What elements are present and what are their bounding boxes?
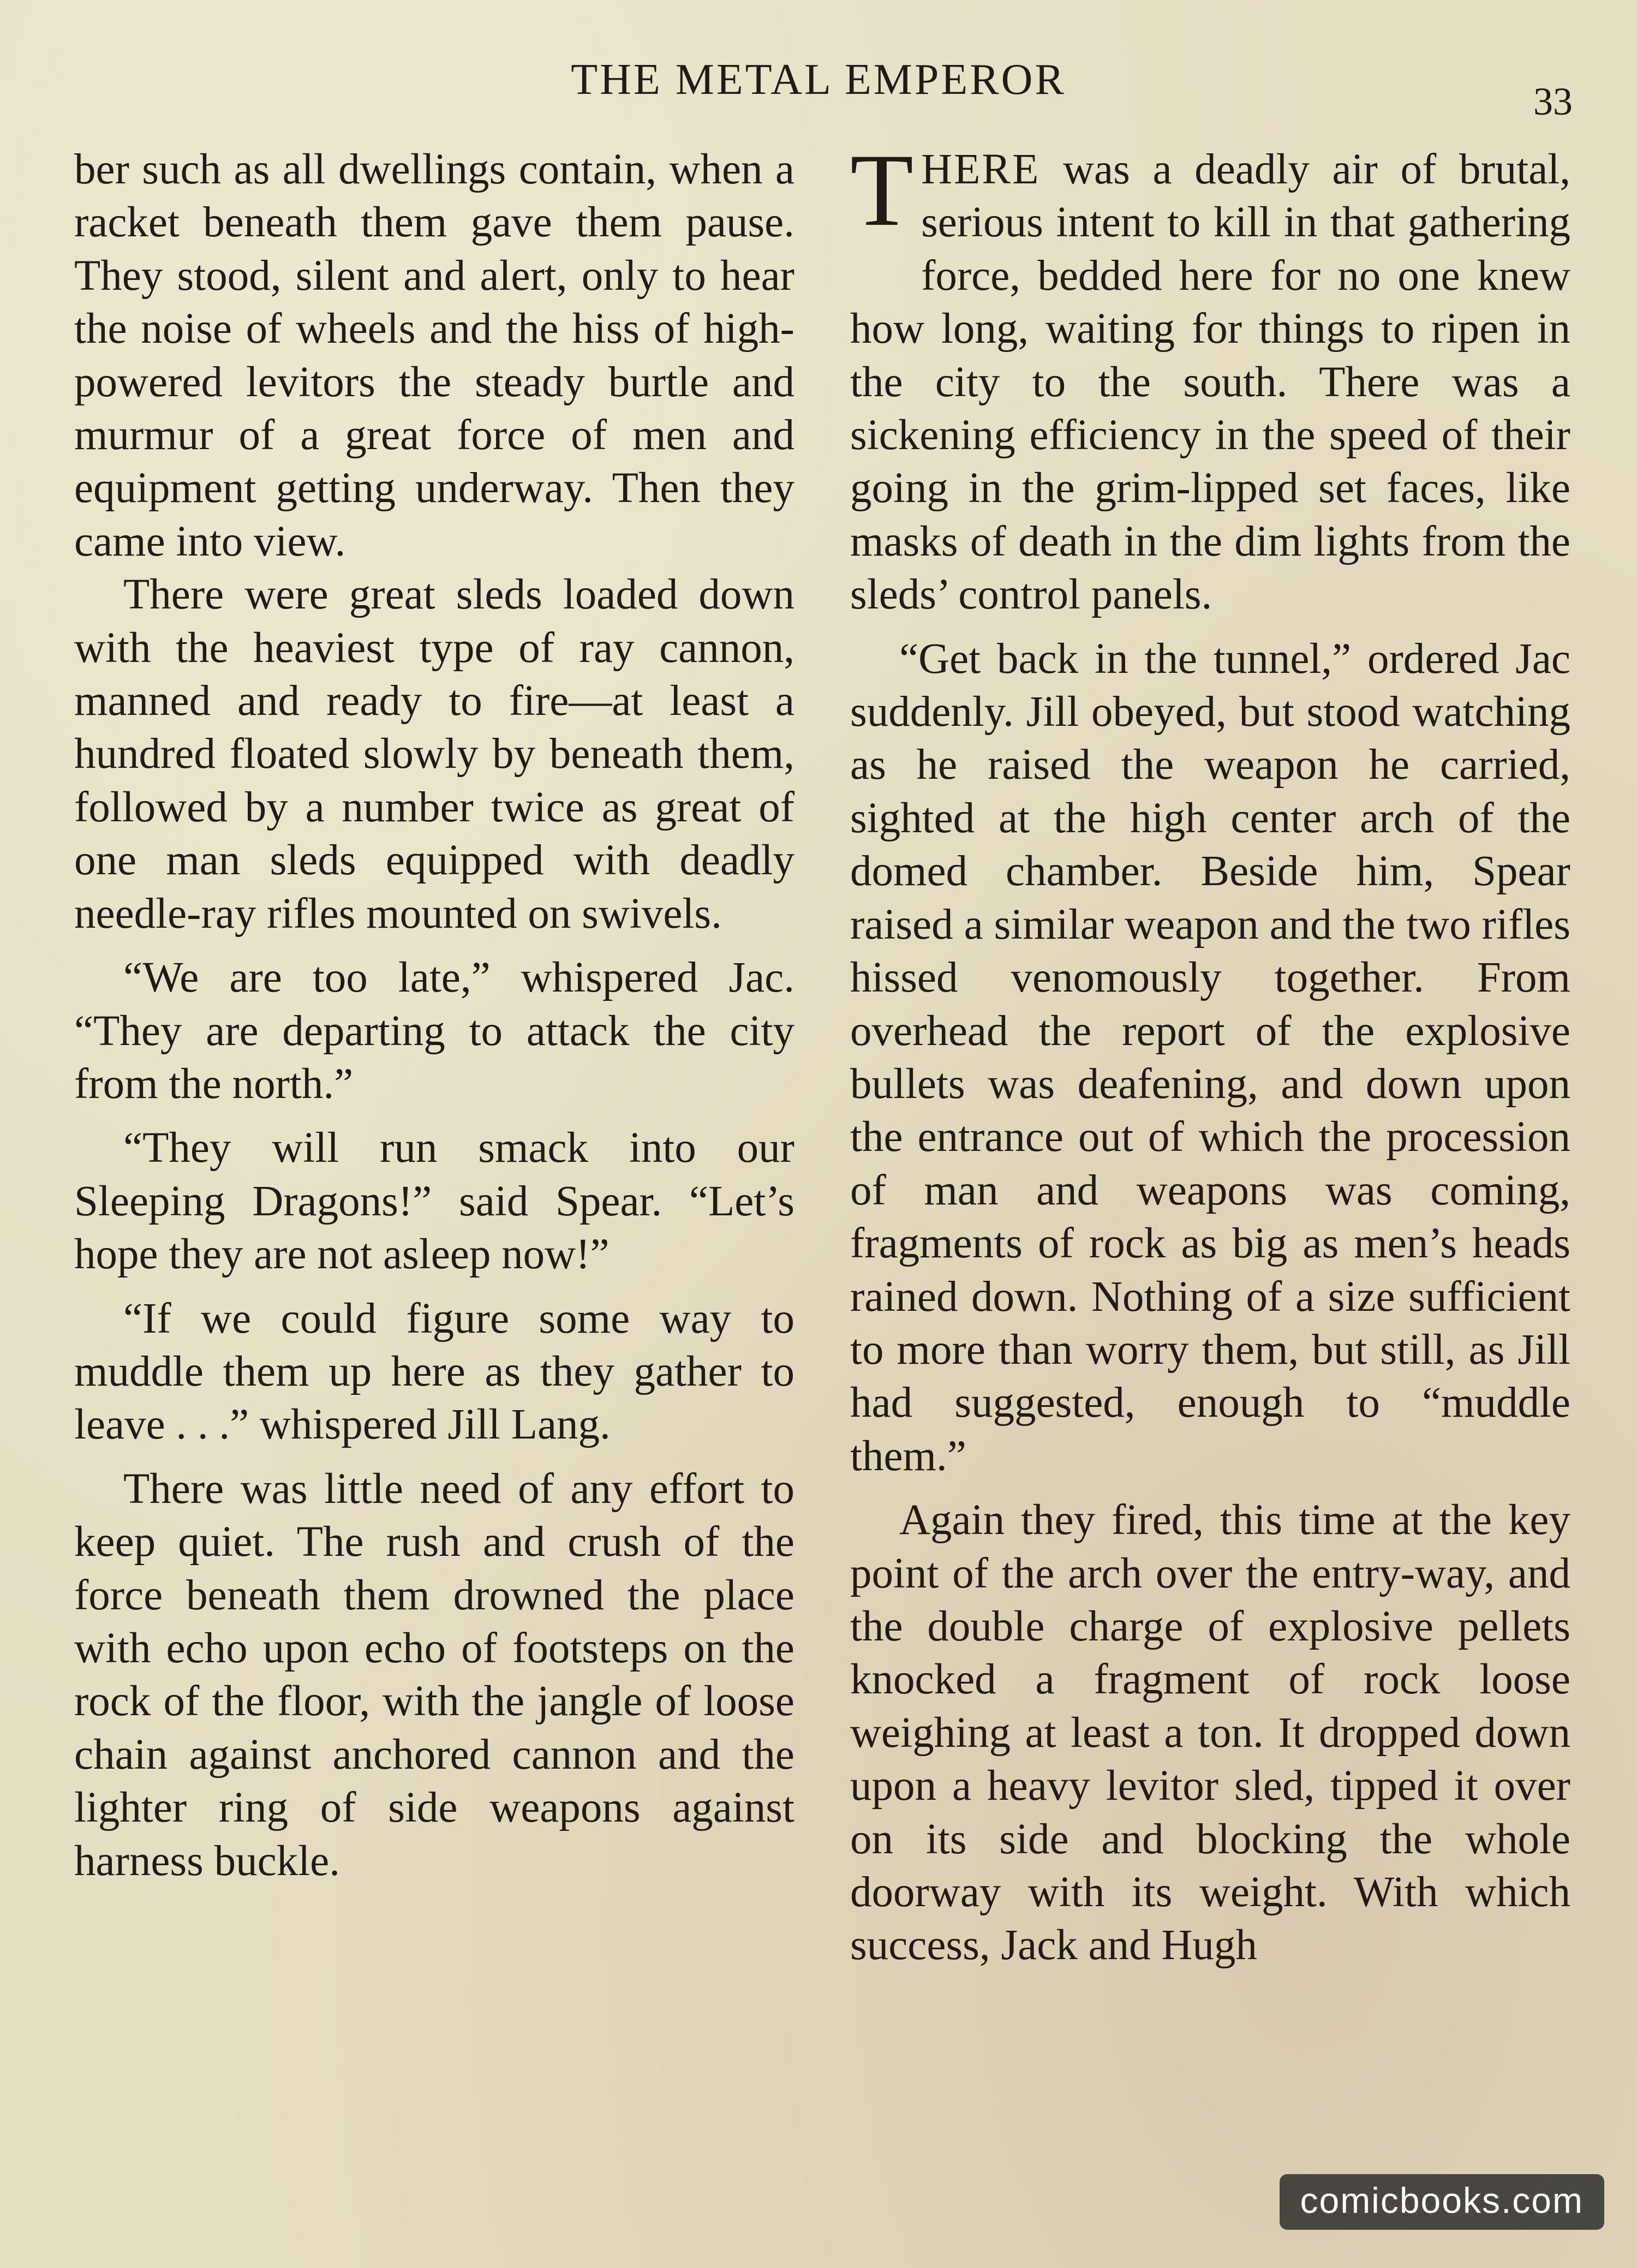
paragraph: Again they fired, this time at the key point of the arch over the entry-way, and the double charge of explosive pellets knocked a fragment of rock loose weighing at least a ton. It dropped down upon a heavy levitor sled, tipped it over on its side and blocking the whole doorway with its weight. With which success, Jack and Hugh: [850, 1496, 1570, 1969]
opening-paragraph: [850, 133, 1570, 622]
paragraph: There were great sleds loaded down with the heaviest type of ray cannon, manned and ready to fire—at least a hundred floated slowly by beneath them, followed by a number twice as great of one man sleds equipped with deadly needle-ray rifles mounted on swivels.: [74, 571, 794, 938]
opening-paragraph-text: was a deadly air of brutal, serious intent to kill in that gathering force, bedded here for no one knew how long, waiting for things to ripen in the city to the south. There was a sickening efficiency in the speed of their going in the grim-lipped set faces, like masks of death in the dim lights from the sleds’ control panels.: [850, 146, 1570, 619]
paragraph: “Get back in the tunnel,” ordered Jac suddenly. Jill obeyed, but stood watching as he raised the weapon he carried, sighted at the high center arch of the domed chamber. Beside him, Spear raised a similar weapon and the two rifles hissed venomously together. From overhead the report of the explosive bullets was deafening, and down upon the entrance out of which the procession of man and weapons was coming, fragments of rock as big as men’s heads rained down. Nothing of a size sufficient to more than worry them, but still, as Jill had suggested, enough to “muddle them.”: [850, 635, 1570, 1480]
running-title: THE METAL EMPEROR: [571, 56, 1066, 104]
paragraph: “If we could figure some way to muddle them up here as they gather to leave . . .” whispered Jill Lang.: [74, 1294, 794, 1449]
paragraph: “We are too late,” whispered Jac. “They are departing to attack the city from the north.”: [74, 954, 794, 1108]
right-column: [850, 133, 1570, 1972]
drop-cap: T: [850, 133, 914, 248]
paragraph: There was little need of any effort to keep quiet. The rush and crush of the force beneath them drowned the place with echo upon echo of footsteps on the rock of the floor, with the jangle of loose chain against anchored cannon and the lighter ring of side weapons against harness buckle.: [74, 1465, 794, 1885]
left-column: [74, 143, 794, 1888]
page-number: 33: [1533, 80, 1573, 123]
paragraph: ber such as all dwellings contain, when a racket beneath them gave them pause. They stood, silent and alert, only to hear the noise of wheels and the hiss of high-powered levitors the steady burtle and murmur of a great force of men and equipment getting underway. Then they came into view.: [74, 146, 794, 565]
first-word: HERE: [921, 146, 1041, 193]
watermark-logo: comicbooks.com: [1280, 2174, 1605, 2230]
paragraph: “They will run smack into our Sleeping Dragons!” said Spear. “Let’s hope they are not asleep now!”: [74, 1124, 794, 1279]
